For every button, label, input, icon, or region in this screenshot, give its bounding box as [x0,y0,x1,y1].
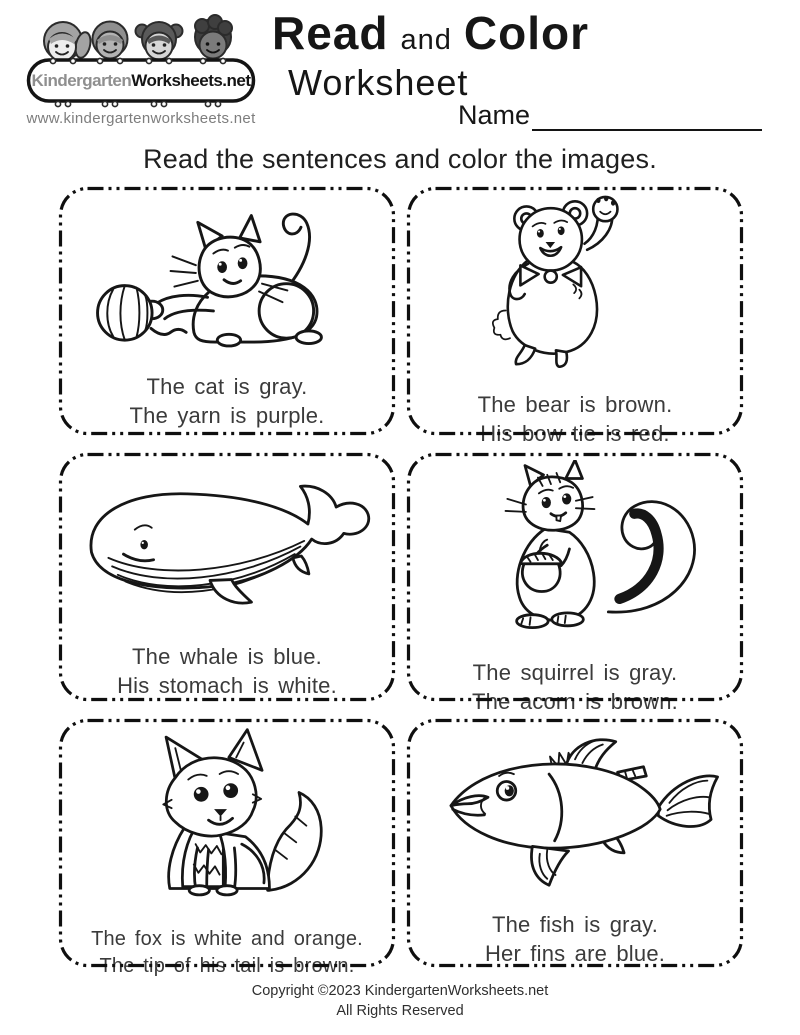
activity-card-cat [58,186,396,436]
instruction-text: Read the sentences and color the images. [143,144,657,174]
card-sentence: The yarn is purple. [129,403,325,429]
name-input-line[interactable] [532,105,762,131]
dashed-border [406,718,744,968]
rights-text: All Rights Reserved [336,1002,464,1019]
kid-girl-pigtails-icon [136,22,183,60]
card-sentence: His bow tie is red. [480,421,670,447]
name-label: Name [458,100,531,130]
kid-girl-ponytail-icon [44,22,93,61]
activity-card-fox [58,718,396,977]
card-sentence: The cat is gray. [146,374,308,399]
dashed-border [58,718,396,968]
dashed-border [406,452,744,702]
card-sentence: Her fins are blue. [484,941,666,967]
logo-brand-part2: Worksheets.net [131,70,251,90]
activity-grid [58,186,744,977]
title-conjunction: and [400,24,452,56]
dashed-border [58,452,396,702]
website-url: www.kindergartenworksheets.net [26,110,256,127]
logo-brand-part1: Kindergarten [31,70,132,90]
page-title [272,6,589,60]
logo-wordmark [29,60,253,101]
dashed-border [406,186,744,436]
card-sentence: The fish is gray. [491,912,659,937]
card-sentence: The whale is blue. [132,644,322,669]
title-block [272,6,589,104]
site-logo [25,14,257,110]
dashed-border [58,186,396,436]
card-sentence: The squirrel is gray. [472,660,678,685]
page-subtitle: Worksheet [288,62,469,103]
activity-card-whale [58,452,396,702]
card-sentence: His stomach is white. [117,673,337,699]
activity-card-squirrel [406,452,744,715]
card-sentence: The fox is white and orange. [91,928,363,950]
name-row [458,100,762,131]
title-word-read: Read [272,7,389,59]
kid-boy-gray-icon [93,22,128,59]
title-word-color: Color [463,7,589,59]
activity-card-bear [406,186,744,447]
footer [0,982,800,1021]
card-sentence: The acorn is brown. [472,689,678,715]
card-sentence: The bear is brown. [477,392,673,417]
activity-card-fish [406,718,744,968]
card-sentence: The tip of his tail is brown. [99,954,355,977]
kid-boy-curly-icon [195,15,232,59]
copyright-text: Copyright ©2023 KindergartenWorksheets.net [251,983,549,999]
